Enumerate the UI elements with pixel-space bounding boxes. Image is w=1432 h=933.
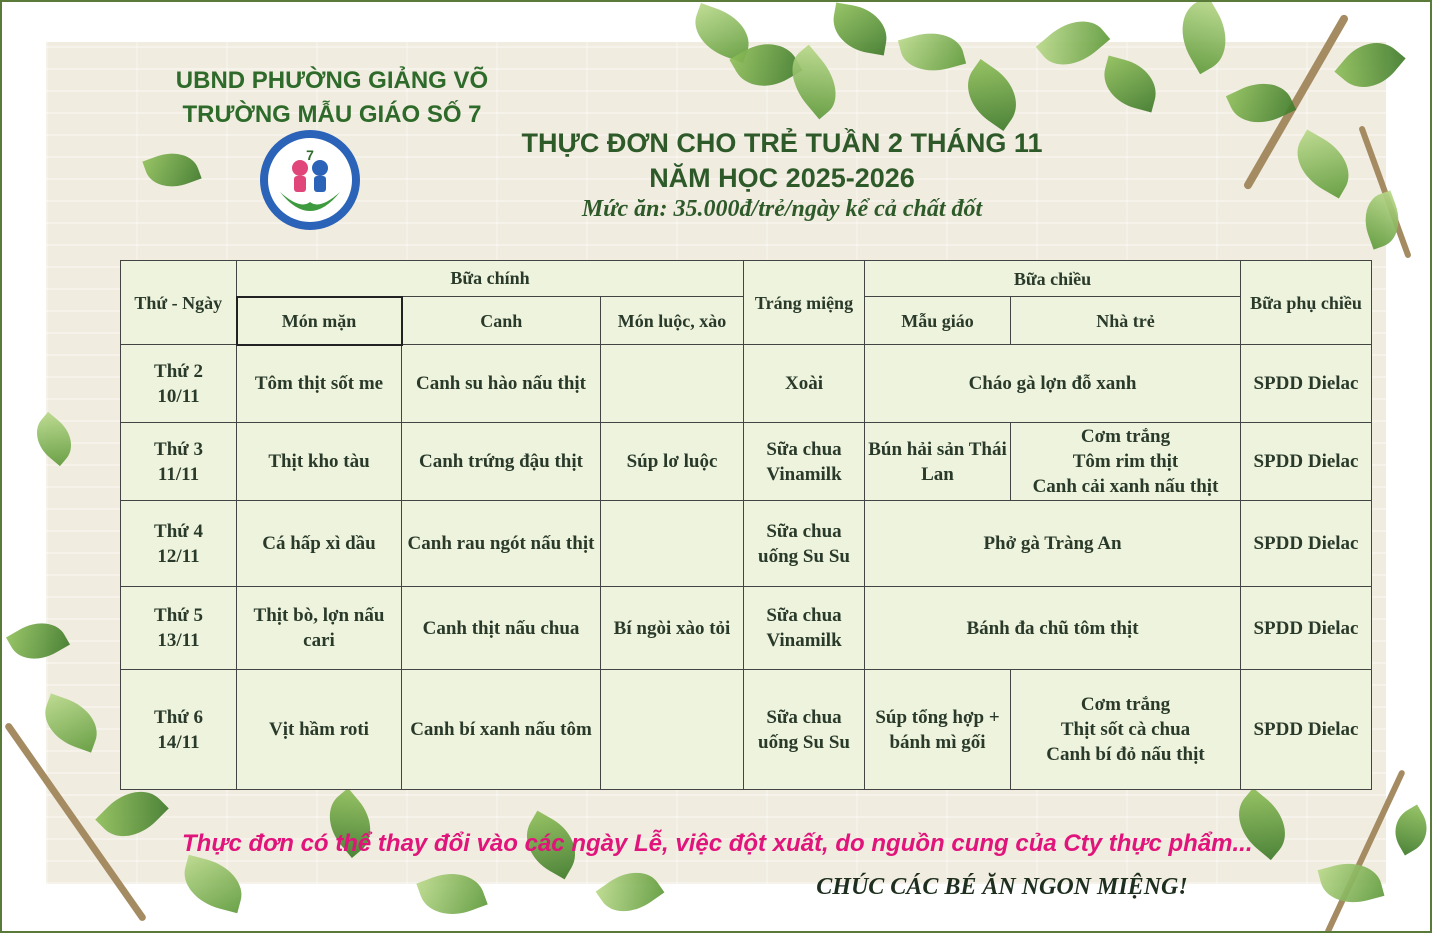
kindergarten-cell: Súp tổng hợp + bánh mì gối xyxy=(865,670,1011,790)
school-logo-icon xyxy=(260,130,360,230)
organization-name xyxy=(152,64,512,132)
snack-cell: SPDD Dielac xyxy=(1241,670,1372,790)
closing-wish: CHÚC CÁC BÉ ĂN NGON MIỆNG! xyxy=(816,874,1188,900)
boiled-cell xyxy=(601,501,744,587)
table-row xyxy=(121,423,1372,501)
header-kindergarten: Mẫu giáo xyxy=(865,297,1011,345)
org-line-1: UBND PHƯỜNG GIẢNG VÕ xyxy=(175,67,489,94)
day-cell: Thứ 5 13/11 xyxy=(121,587,237,670)
table-row xyxy=(121,587,1372,670)
soup-cell: Canh bí xanh nấu tôm xyxy=(402,670,601,790)
main-dish-cell: Tôm thịt sốt me xyxy=(237,345,402,423)
boiled-cell: Súp lơ luộc xyxy=(601,423,744,501)
header-dessert: Tráng miệng xyxy=(744,261,865,345)
table-row xyxy=(121,670,1372,790)
header-day: Thứ - Ngày xyxy=(121,261,237,345)
afternoon-cell: Phở gà Tràng An xyxy=(865,501,1241,587)
soup-cell: Canh su hào nấu thịt xyxy=(402,345,601,423)
snack-cell: SPDD Dielac xyxy=(1241,423,1372,501)
school-logo xyxy=(260,130,360,230)
dessert-cell: Sữa chua Vinamilk xyxy=(744,423,865,501)
nursery-cell: Cơm trắng Tôm rim thịt Canh cải xanh nấu thịt xyxy=(1011,423,1241,501)
kindergarten-cell: Bún hải sản Thái Lan xyxy=(865,423,1011,501)
header-main-dish: Món mặn xyxy=(237,297,402,345)
header-afternoon-meal: Bữa chiều xyxy=(865,261,1241,297)
dessert-cell: Sữa chua uống Su Su xyxy=(744,501,865,587)
main-dish-cell: Cá hấp xì dầu xyxy=(237,501,402,587)
afternoon-cell: Cháo gà lợn đỗ xanh xyxy=(865,345,1241,423)
title-line-1: THỰC ĐƠN CHO TRẺ TUẦN 2 THÁNG 11 xyxy=(521,128,1043,158)
main-dish-cell: Thịt kho tàu xyxy=(237,423,402,501)
menu-title xyxy=(462,126,1102,196)
soup-cell: Canh trứng đậu thịt xyxy=(402,423,601,501)
leaf-decoration xyxy=(1386,805,1432,856)
dessert-cell: Sữa chua uống Su Su xyxy=(744,670,865,790)
menu-table xyxy=(120,260,1372,790)
boiled-cell xyxy=(601,345,744,423)
soup-cell: Canh rau ngót nấu thịt xyxy=(402,501,601,587)
table-row xyxy=(121,345,1372,423)
meal-cost-subtitle: Mức ăn: 35.000đ/trẻ/ngày kể cả chất đốt xyxy=(581,196,983,222)
day-cell: Thứ 6 14/11 xyxy=(121,670,237,790)
afternoon-cell: Bánh đa chũ tôm thịt xyxy=(865,587,1241,670)
dessert-cell: Xoài xyxy=(744,345,865,423)
table-row xyxy=(121,501,1372,587)
boiled-cell: Bí ngòi xào tỏi xyxy=(601,587,744,670)
header-boiled-stirfry: Món luộc, xào xyxy=(601,297,744,345)
change-notice: Thực đơn có thể thay đổi vào các ngày Lễ, việc đột xuất, do nguồn cung của Cty thực phẩm... xyxy=(182,830,1253,857)
header-nursery: Nhà trẻ xyxy=(1011,297,1241,345)
day-cell: Thứ 3 11/11 xyxy=(121,423,237,501)
snack-cell: SPDD Dielac xyxy=(1241,587,1372,670)
day-cell: Thứ 2 10/11 xyxy=(121,345,237,423)
snack-cell: SPDD Dielac xyxy=(1241,501,1372,587)
dessert-cell: Sữa chua Vinamilk xyxy=(744,587,865,670)
header-afternoon-snack: Bữa phụ chiều xyxy=(1241,261,1372,345)
boiled-cell xyxy=(601,670,744,790)
soup-cell: Canh thịt nấu chua xyxy=(402,587,601,670)
org-line-2: TRƯỜNG MẪU GIÁO SỐ 7 xyxy=(182,101,482,128)
main-dish-cell: Thịt bò, lợn nấu cari xyxy=(237,587,402,670)
header-soup: Canh xyxy=(402,297,601,345)
nursery-cell: Cơm trắng Thịt sốt cà chua Canh bí đỏ nấu thịt xyxy=(1011,670,1241,790)
snack-cell: SPDD Dielac xyxy=(1241,345,1372,423)
svg-text:7: 7 xyxy=(306,147,314,163)
main-dish-cell: Vịt hầm roti xyxy=(237,670,402,790)
day-cell: Thứ 4 12/11 xyxy=(121,501,237,587)
header-main-meal: Bữa chính xyxy=(237,261,744,297)
title-line-2: NĂM HỌC 2025-2026 xyxy=(649,163,915,193)
